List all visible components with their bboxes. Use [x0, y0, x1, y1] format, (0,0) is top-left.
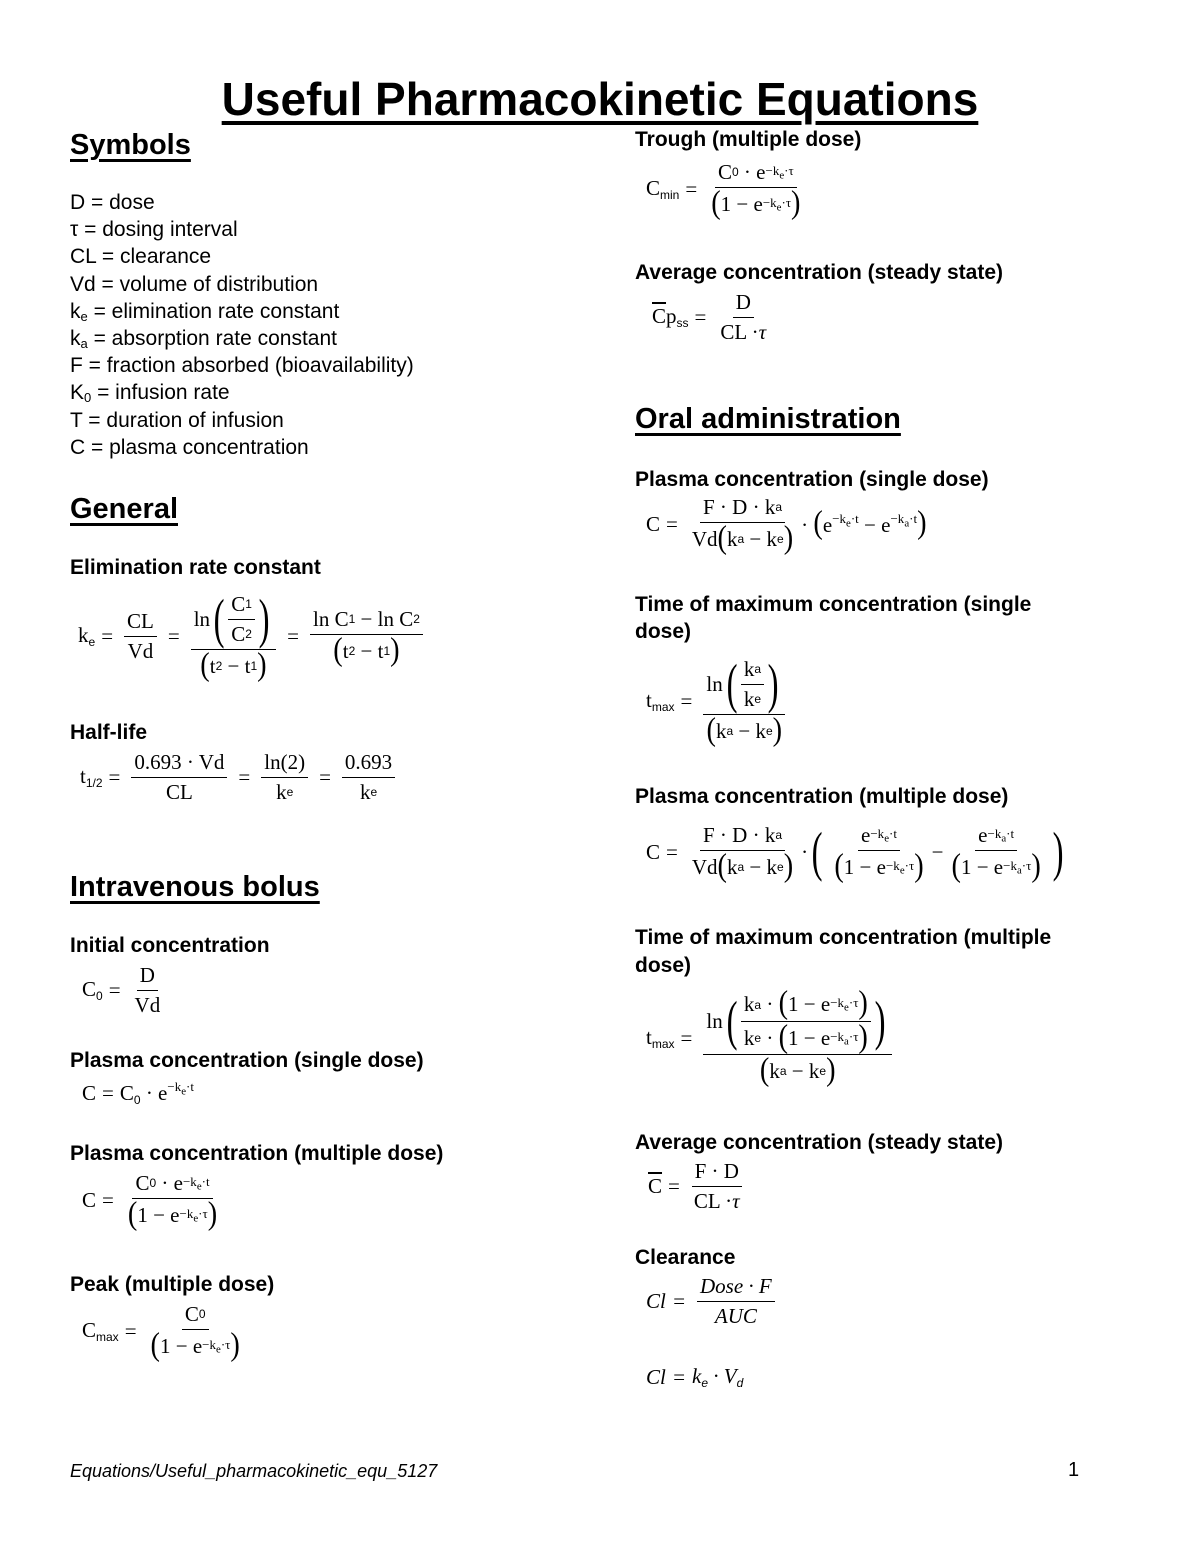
tmax-multiple-label-line1: Time of maximum concentration (multiple	[635, 926, 1052, 949]
symbol-definition: = absorption rate constant	[87, 326, 337, 350]
symbol-item	[70, 352, 414, 379]
symbol-item	[70, 271, 414, 298]
general-heading: General	[70, 493, 178, 525]
iv-average-label: Average concentration (steady state)	[635, 261, 1004, 284]
tmax-multiple-equation: tmax = ln ( k a · ( 1 − e $-k_e\cdot\tau$ ) k e · ( 1 − e $-k_a\cdot\tau$ ) ) ( k a − k e )	[646, 980, 897, 1096]
oral-average-equation: $\overline{C}$ = F · D CL · τ	[648, 1156, 748, 1216]
iv-average-equation: $\overline{C}pss$ = D CL · τ	[652, 289, 767, 344]
peak-equation: Cmax = C 0 ( 1 − e $-k_e\cdot\tau$ )	[82, 1301, 240, 1364]
symbol-item	[70, 216, 414, 243]
symbol-item	[70, 379, 414, 406]
page-title: Useful Pharmacokinetic Equations	[221, 73, 979, 125]
symbol-name: D	[70, 191, 86, 214]
symbol-definition: = duration of infusion	[82, 408, 284, 432]
symbols-list	[70, 189, 414, 461]
symbol-definition: = fraction absorbed (bioavailability)	[82, 354, 414, 378]
symbol-name: Vd	[70, 272, 96, 296]
symbol-item	[70, 407, 414, 434]
symbol-item	[70, 189, 414, 216]
symbol-definition: = volume of distribution	[95, 272, 319, 296]
symbol-name: F	[70, 354, 83, 378]
oral-single-dose-label: Plasma concentration (single dose)	[635, 468, 989, 491]
symbol-name: k	[70, 326, 81, 350]
symbol-definition: = elimination rate constant	[87, 299, 340, 323]
elimination-equation: ke = $\frac{CL}{Vd}$ = ln ( C 1 C 2 ) ( t 2 − t 1 ) = ln C 1 − ln C 2 ( t 2 − t 1 )	[78, 582, 428, 690]
symbol-item	[70, 243, 414, 270]
symbol-subscript: e	[80, 308, 88, 324]
page-number: 1	[1068, 1459, 1080, 1481]
tmax-single-label-line1: Time of maximum concentration (single	[635, 593, 1032, 616]
iv-bolus-heading: Intravenous bolus	[70, 871, 320, 903]
oral-average-label: Average concentration (steady state)	[635, 1131, 1004, 1154]
symbols-heading: Symbols	[70, 129, 191, 161]
clearance-equation-2: Cl = ke · Vd	[646, 1364, 744, 1390]
trough-label: Trough (multiple dose)	[635, 128, 862, 151]
oral-multiple-dose-equation: C = F · D · k a Vd ( k a − k e ) · ( e $-k_e\cdot t$ ( 1 − e $-k_e\cdot\tau$ ) − e $-k_a\cdot t$ ( 1 − e $-k_a\cdot\tau$ ) )	[646, 820, 1064, 885]
initial-concentration-equation: C0 = $\frac{D}{Vd}$	[82, 962, 161, 1017]
tmax-single-equation: tmax = ln ( k a k e ) ( k a − k e )	[646, 646, 790, 756]
symbol-item	[70, 434, 414, 461]
oral-multiple-dose-label: Plasma concentration (multiple dose)	[635, 785, 1009, 808]
initial-concentration-label: Initial concentration	[70, 934, 270, 957]
elimination-label: Elimination rate constant	[70, 556, 321, 579]
oral-heading: Oral administration	[635, 403, 901, 435]
symbol-name: τ	[70, 218, 79, 242]
clearance-label: Clearance	[635, 1246, 736, 1269]
clearance-equation-1: Cl = $\frac{\text{Dose · F}}{\text{AUC}}$	[646, 1271, 780, 1331]
iv-single-dose-equation: C = $C0 \cdot e^{-k_e\cdot t}$	[82, 1079, 194, 1107]
halflife-equation: t1/2 = $\frac{0.693 \cdot Vd}{CL}$ = ln(2) k e = 0.693 k e	[80, 744, 400, 810]
symbol-name: T	[70, 408, 83, 432]
symbol-definition: = dose	[85, 191, 155, 214]
footer-path: Equations/Useful_pharmacokinetic_equ_5127	[70, 1461, 438, 1481]
tmax-multiple-label-line2: dose)	[635, 954, 692, 977]
oral-single-dose-equation: C = F · D · k a Vd ( k a − k e ) · $(e^{-k_e\cdot t} - e^{-k_a\cdot t})$	[646, 494, 927, 557]
symbol-name: CL	[70, 245, 97, 269]
symbol-definition: = infusion rate	[91, 381, 230, 405]
halflife-label: Half-life	[70, 721, 148, 744]
trough-equation: Cmin = C 0 · e $-k_e\cdot\tau$ ( 1 − e $-k_e\cdot\tau$ )	[646, 159, 801, 222]
symbol-item	[70, 298, 414, 325]
iv-single-dose-label: Plasma concentration (single dose)	[70, 1049, 424, 1072]
symbol-definition: = dosing interval	[78, 218, 238, 242]
symbol-name: C	[70, 435, 86, 459]
symbol-definition: = clearance	[96, 245, 212, 269]
symbol-subscript: a	[80, 335, 88, 351]
symbol-subscript: 0	[84, 390, 92, 406]
symbol-item	[70, 325, 414, 352]
iv-multiple-dose-label: Plasma concentration (multiple dose)	[70, 1142, 444, 1165]
tmax-single-label-line2: dose)	[635, 620, 692, 643]
iv-multiple-dose-equation: C = C 0 · e $-k_e\cdot t$ ( 1 − e $-k_e\cdot\tau$ )	[82, 1170, 218, 1233]
symbol-name: k	[70, 299, 81, 323]
symbol-definition: = plasma concentration	[85, 435, 309, 459]
symbol-name: K	[70, 381, 85, 405]
peak-label: Peak (multiple dose)	[70, 1273, 275, 1296]
